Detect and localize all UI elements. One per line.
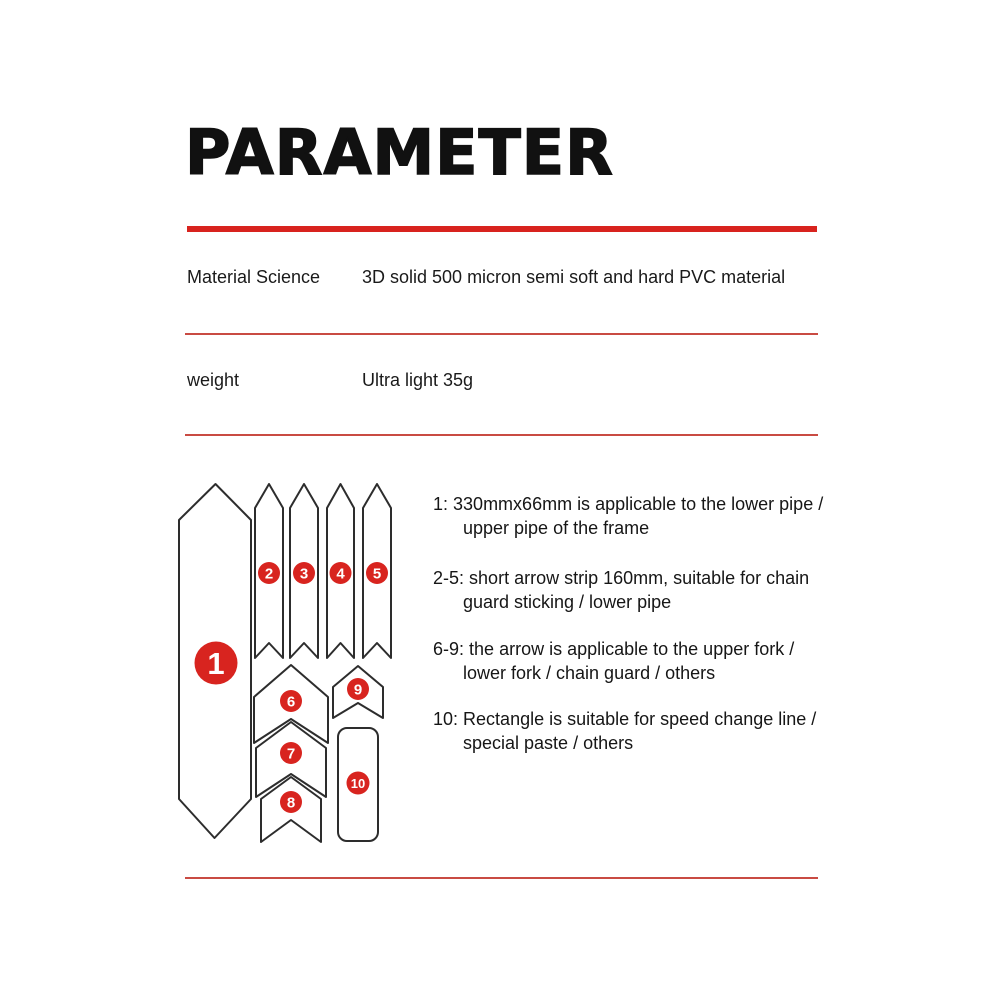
divider-rule [185,333,818,335]
note-4-line-2: special paste / others [463,733,634,753]
note-3-number: 6-9: [433,639,465,659]
note-3-text: the arrow is applicable to the upper fork / [469,639,795,659]
note-2-number: 2-5: [433,568,465,588]
piece-3-arrow-strip [290,484,318,658]
piece-number-1: 1 [207,646,225,681]
spec-row-weight [0,370,1001,394]
piece-1-long-strip [179,484,251,838]
spec-value-weight: Ultra light 35g [362,370,474,390]
note-2-text: short arrow strip 160mm, suitable for chain [469,568,810,588]
note-4-line-1 [433,707,863,731]
divider-rule [185,434,818,436]
spec-label-weight: weight [187,370,240,390]
spec-row-material [0,267,1001,291]
spec-value-material: 3D solid 500 micron semi soft and hard PVC material [362,267,786,287]
note-1-number: 1: [433,494,449,514]
note-1-line-2: upper pipe of the frame [463,518,650,538]
note-1-line-1 [433,492,863,516]
piece-number-8: 8 [286,794,296,812]
note-3-line-2: lower fork / chain guard / others [463,663,716,683]
piece-number-10: 10 [350,776,366,791]
note-4-number: 10: [433,709,459,729]
note-item-2 [433,566,863,614]
sticker-pieces-diagram [176,478,398,848]
piece-number-6: 6 [286,693,296,711]
page-title: PARAMETER [185,116,614,189]
piece-9-chevron [333,666,383,718]
note-4-text: Rectangle is suitable for speed change line / [463,709,817,729]
note-item-1 [433,492,863,540]
piece-4-arrow-strip [327,484,354,658]
piece-10-rectangle [338,728,378,841]
piece-number-7: 7 [286,745,296,763]
piece-number-2: 2 [264,565,274,583]
note-2-line-1 [433,566,863,590]
piece-number-5: 5 [372,565,382,583]
bottom-rule [185,877,818,879]
note-item-4 [433,707,863,755]
note-item-3 [433,637,863,685]
note-2-line-2: guard sticking / lower pipe [463,592,672,612]
piece-number-4: 4 [336,565,345,583]
note-1-text: 330mmx66mm is applicable to the lower pipe / [453,494,824,514]
spec-label-material: Material Science [187,267,321,287]
piece-2-arrow-strip [255,484,283,658]
title-underline-rule [187,226,817,232]
piece-5-arrow-strip [363,484,391,658]
note-3-line-1 [433,637,863,661]
piece-number-9: 9 [353,681,363,699]
piece-number-3: 3 [299,565,309,583]
